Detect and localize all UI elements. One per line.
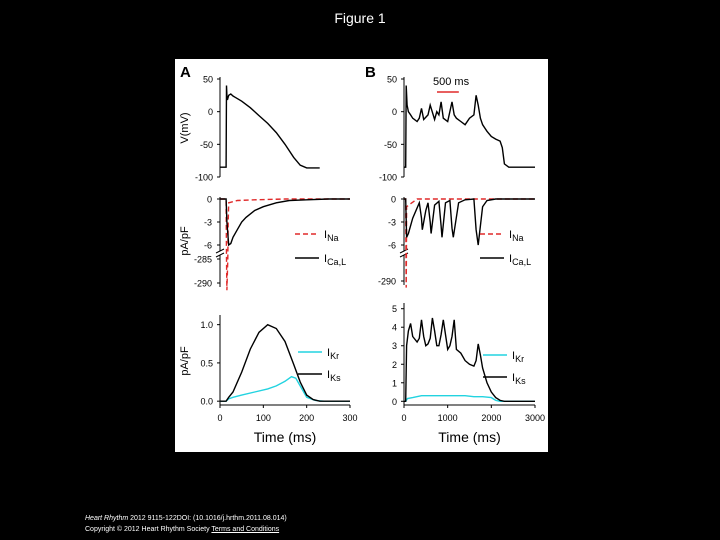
panel-a-row3-ytick-label: 0.5 (200, 358, 213, 369)
figure-panel (175, 59, 548, 452)
panel-a-row3-xlabel: Time (ms) (253, 429, 317, 445)
panel-b-row2-ytick-label: -290 (377, 276, 396, 287)
panel-a-row2-ytick-label: -285 (193, 254, 212, 265)
panel-label-b: B (365, 64, 376, 81)
panel-a-row1-ytick-label: -50 (199, 139, 213, 150)
panel-a-row2-ytick-label: 0 (206, 194, 212, 205)
panel-b-row3-xtick-label: 3000 (524, 413, 546, 423)
panel-b-row1-scale-bar-label: 500 ms (433, 76, 470, 88)
panel-b-row1-ytick-label: -50 (383, 139, 397, 150)
panel-b-row3-xtick-label: 2000 (481, 413, 502, 423)
panel-a-row3-ytick-label: 1.0 (200, 320, 213, 331)
citation-line (85, 513, 287, 524)
panel-b-row1-ytick-label: 50 (386, 74, 397, 85)
panel-label-a: A (180, 64, 191, 81)
panel-b-row1-series-voltage (404, 86, 535, 168)
panel-a-row2-ytick-label: -290 (193, 278, 212, 289)
panel-b-row3-ytick-label: 1 (391, 378, 397, 389)
panel-b-row1-ytick-label: 0 (391, 107, 397, 118)
copyright-text: Copyright © 2012 Heart Rhythm Society (85, 526, 212, 533)
panel-b-row3-ytick-label: 5 (391, 304, 397, 315)
panel-b-row3-legend-label: $I_{Ks}$ (512, 372, 526, 386)
panel-a-row3-legend-label: $I_{Kr}$ (327, 347, 340, 361)
panel-b-row3-xlabel: Time (ms) (438, 429, 501, 445)
citation-text: 2012 9115-122DOI: (10.1016/j.hrthm.2011.08.014) (128, 515, 287, 522)
panel-b-row1-ytick-label: -100 (378, 172, 397, 183)
panel-b-row3-series-ikr (404, 396, 535, 402)
panel-a-row3-xtick-label: 0 (217, 413, 223, 423)
slide-title: Figure 1 (334, 10, 386, 26)
figure-chart (175, 59, 548, 452)
panel-a-row2-ylabel: pA/pF (179, 226, 191, 256)
footer (85, 513, 287, 535)
panel-b-row2-series-ina (404, 199, 535, 288)
journal-name: Heart Rhythm (85, 515, 129, 522)
panel-b-row3-ytick-label: 0 (391, 396, 397, 407)
panel-b-row2-legend-label: $I_{Na}$ (509, 229, 524, 243)
panel-b-row2-ytick-label: -6 (387, 240, 396, 251)
copyright-line (85, 524, 287, 535)
panel-b-row3-ytick-label: 3 (391, 341, 397, 352)
panel-a-row3-xtick-label: 300 (342, 413, 358, 423)
panel-b-row3-ytick-label: 2 (391, 359, 397, 370)
panel-b-row3-xtick-label: 0 (401, 413, 407, 423)
panel-b-row2-ytick-label: -3 (387, 217, 396, 228)
panel-a-row3-ylabel: pA/pF (179, 346, 191, 376)
panel-b-row3-legend-label: $I_{Kr}$ (512, 350, 525, 364)
panel-b-row2-ytick-label: 0 (390, 194, 396, 205)
panel-a-row2-legend-label: $I_{Na}$ (324, 229, 339, 243)
panel-a-row2-ytick-label: -3 (203, 217, 212, 228)
panel-a-row3-xtick-label: 100 (255, 413, 271, 423)
panel-b-row3-xtick-label: 1000 (437, 413, 458, 423)
panel-a-row3-xtick-label: 200 (299, 413, 315, 423)
panel-a-row1-ytick-label: -100 (194, 172, 213, 183)
panel-a-row2-ytick-label: -6 (203, 240, 212, 251)
panel-a-row1-series-voltage (220, 86, 320, 168)
panel-a-row1-ylabel: V(mV) (179, 112, 191, 144)
panel-a-row1-ytick-label: 50 (202, 74, 213, 85)
panel-a-row1-ytick-label: 0 (207, 107, 213, 118)
panel-a-row2-legend-label: $I_{Ca,L}$ (324, 253, 347, 267)
panel-a-row2-series-ina (220, 199, 350, 290)
panel-b-row2-legend-label: $I_{Ca,L}$ (509, 253, 532, 267)
terms-link[interactable]: Terms and Conditions (211, 526, 280, 533)
panel-a-row3-legend-label: $I_{Ks}$ (327, 369, 341, 383)
panel-a-row3-series-iks (220, 325, 350, 402)
panel-a-row3-ytick-label: 0.0 (200, 396, 213, 407)
panel-b-row3-ytick-label: 4 (391, 322, 397, 333)
